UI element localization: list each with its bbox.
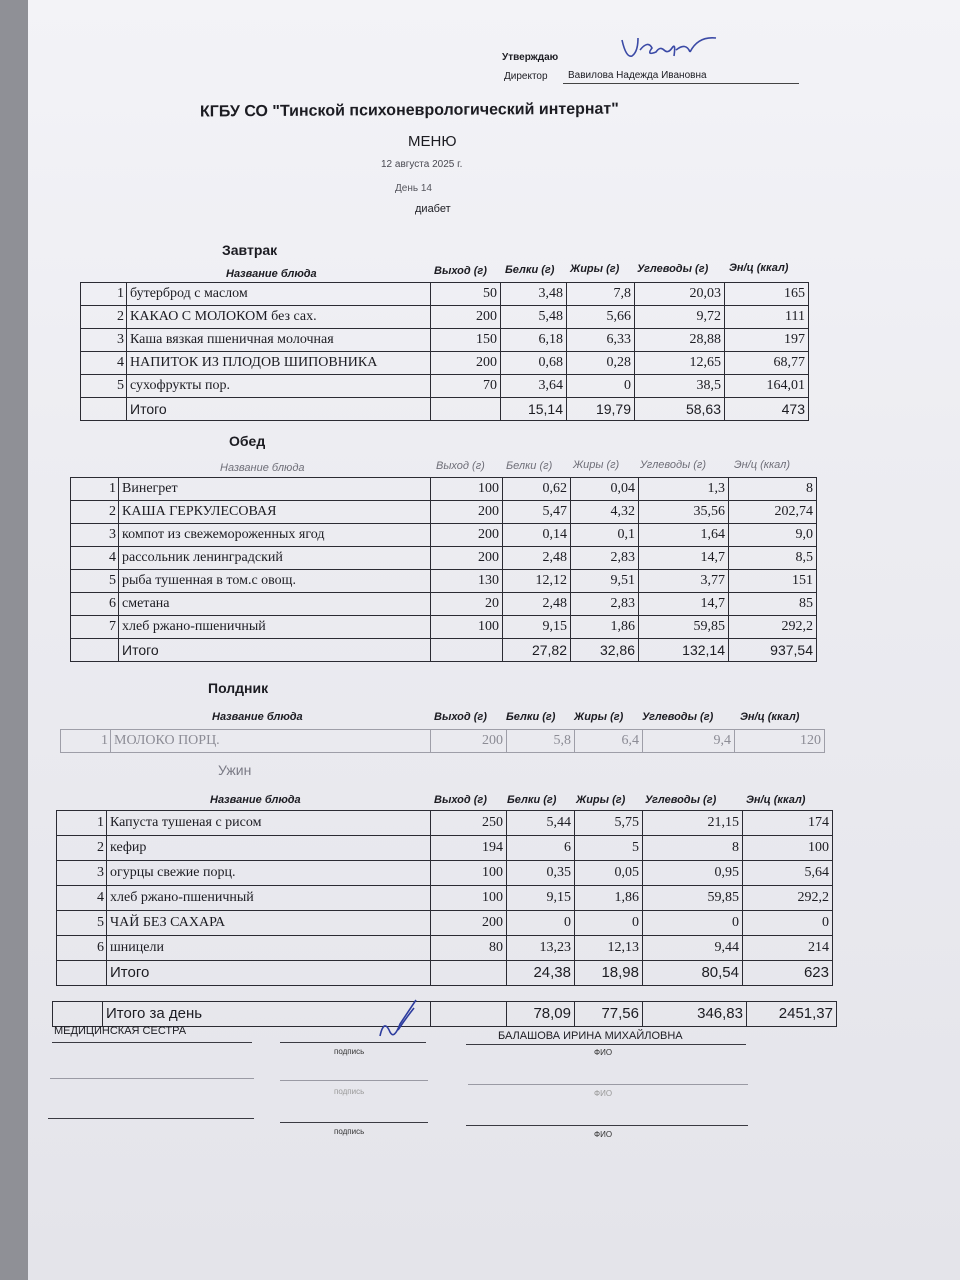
table-row [61,730,825,753]
row-number: 4 [57,886,107,911]
fio-caption: ФИО [594,1130,613,1139]
total-fat: 18,98 [575,961,643,986]
col-protein-header: Белки (г) [506,460,553,472]
dish-fat: 12,13 [575,936,643,961]
dish-fat: 6,33 [567,329,635,352]
diet-type: диабет [415,203,451,215]
dish-protein: 5,44 [507,811,575,836]
total-energy: 473 [725,398,809,421]
dish-protein: 3,48 [501,283,567,306]
director-signature [616,32,726,66]
table-row [81,352,809,375]
dish-energy: 151 [729,570,817,593]
total-fat: 19,79 [567,398,635,421]
dish-fat: 0,1 [571,524,639,547]
lunch-header [0,459,960,473]
dish-output: 200 [431,524,503,547]
director-line [563,83,799,84]
dish-energy: 111 [725,306,809,329]
menu-day: День 14 [395,183,432,194]
dish-output: 200 [431,501,503,524]
dish-output: 100 [431,616,503,639]
dish-fat: 5 [575,836,643,861]
dish-carbs: 21,15 [643,811,743,836]
dinner-table [56,810,833,986]
table-row [71,524,817,547]
dish-fat: 0,04 [571,478,639,501]
dish-name: хлеб ржано-пшеничный [119,616,431,639]
col-protein-header: Белки (г) [507,794,557,806]
table-row [57,811,833,836]
total-carbs: 80,54 [643,961,743,986]
dish-energy: 85 [729,593,817,616]
director-name: Вавилова Надежда Ивановна [568,70,707,81]
dish-carbs: 1,3 [639,478,729,501]
dish-energy: 214 [743,936,833,961]
day-total-protein: 78,09 [507,1002,575,1027]
dish-name: рассольник ленинградский [119,547,431,570]
table-row [81,375,809,398]
breakfast-table [80,282,809,421]
table-row [57,936,833,961]
dish-fat: 7,8 [567,283,635,306]
dish-fat: 0,28 [567,352,635,375]
col-fat-header: Жиры (г) [570,263,620,275]
dish-energy: 100 [743,836,833,861]
dish-output: 100 [431,886,507,911]
dish-output: 50 [431,283,501,306]
dish-energy: 292,2 [743,886,833,911]
dish-fat: 1,86 [571,616,639,639]
dish-carbs: 9,72 [635,306,725,329]
col-carbs-header: Углеводы (г) [645,794,717,806]
signature-line [280,1122,428,1123]
col-fat-header: Жиры (г) [576,794,626,806]
dish-energy: 292,2 [729,616,817,639]
dish-fat: 4,32 [571,501,639,524]
dish-carbs: 14,7 [639,593,729,616]
dish-name: Винегрет [119,478,431,501]
dish-fat: 1,86 [575,886,643,911]
dish-protein: 0,14 [503,524,571,547]
dish-carbs: 3,77 [639,570,729,593]
dish-protein: 9,15 [507,886,575,911]
table-row [57,836,833,861]
dish-carbs: 35,56 [639,501,729,524]
day-total-label: Итого за день [103,1002,431,1027]
dish-energy: 174 [743,811,833,836]
row-number: 7 [71,616,119,639]
dish-protein: 2,48 [503,547,571,570]
col-carbs-header: Углеводы (г) [637,263,709,275]
dish-protein: 6 [507,836,575,861]
nurse-label: МЕДИЦИНСКАЯ СЕСТРА [54,1025,187,1037]
dish-energy: 68,77 [725,352,809,375]
dish-name: сметана [119,593,431,616]
dish-carbs: 8 [643,836,743,861]
row-number: 6 [57,936,107,961]
total-carbs: 58,63 [635,398,725,421]
dish-carbs: 59,85 [643,886,743,911]
table-row [57,861,833,886]
dish-output: 100 [431,861,507,886]
dish-name: сухофрукты пор. [127,375,431,398]
dish-energy: 197 [725,329,809,352]
dish-carbs: 20,03 [635,283,725,306]
table-row [57,886,833,911]
total-fat: 32,86 [571,639,639,662]
menu-title: МЕНЮ [408,133,457,150]
dish-protein: 5,8 [507,730,575,753]
dish-carbs: 38,5 [635,375,725,398]
col-protein-header: Белки (г) [506,711,556,723]
dish-output: 200 [431,547,503,570]
dish-output: 150 [431,329,501,352]
total-row [71,639,817,662]
nurse-name: БАЛАШОВА ИРИНА МИХАЙЛОВНА [498,1030,683,1042]
dish-name: НАПИТОК ИЗ ПЛОДОВ ШИПОВНИКА [127,352,431,375]
dish-protein: 0,62 [503,478,571,501]
row-number: 2 [57,836,107,861]
col-energy-header: Эн/ц (ккал) [746,794,806,806]
dish-name: КАША ГЕРКУЛЕСОВАЯ [119,501,431,524]
dish-output: 80 [431,936,507,961]
dish-carbs: 9,44 [643,936,743,961]
dish-energy: 202,74 [729,501,817,524]
col-carbs-header: Углеводы (г) [640,459,707,471]
dish-protein: 0,35 [507,861,575,886]
table-row [81,306,809,329]
organization-title: КГБУ СО "Тинской психоневрологический интернат" [199,100,619,121]
dish-carbs: 59,85 [639,616,729,639]
breakfast-header [0,262,960,280]
row-number: 2 [71,501,119,524]
dish-fat: 0,05 [575,861,643,886]
fio-caption: ФИО [594,1048,613,1057]
dish-name: кефир [107,836,431,861]
dish-protein: 9,15 [503,616,571,639]
total-protein: 27,82 [503,639,571,662]
dish-fat: 9,51 [571,570,639,593]
fio-caption: ФИО [594,1089,613,1098]
dish-fat: 2,83 [571,547,639,570]
signature-caption: подпись [334,1127,365,1136]
snack-table [60,729,825,753]
dish-output: 200 [431,352,501,375]
signature-line [466,1125,748,1126]
row-number: 1 [57,811,107,836]
dish-output: 130 [431,570,503,593]
dish-name: шницели [107,936,431,961]
signature-line [280,1042,426,1043]
dish-output: 100 [431,478,503,501]
col-protein-header: Белки (г) [505,264,555,276]
signature-line [48,1118,254,1119]
dish-output: 200 [431,306,501,329]
row-number: 5 [57,911,107,936]
row-number: 4 [71,547,119,570]
col-output-header: Выход (г) [434,794,487,806]
dish-carbs: 0,95 [643,861,743,886]
dish-protein: 6,18 [501,329,567,352]
dish-name: Капуста тушеная с рисом [107,811,431,836]
dish-energy: 164,01 [725,375,809,398]
day-total-table [52,1001,837,1027]
col-output-header: Выход (г) [434,265,487,277]
dish-fat: 6,4 [575,730,643,753]
dish-carbs: 9,4 [643,730,735,753]
dish-protein: 12,12 [503,570,571,593]
dish-carbs: 28,88 [635,329,725,352]
col-energy-header: Эн/ц (ккал) [734,459,790,471]
dish-protein: 13,23 [507,936,575,961]
table-row [71,547,817,570]
dish-protein: 3,64 [501,375,567,398]
dish-name: хлеб ржано-пшеничный [107,886,431,911]
snack-title: Полдник [208,680,269,696]
row-number: 3 [81,329,127,352]
lunch-table [70,477,817,662]
signature-caption: подпись [334,1087,365,1096]
dish-fat: 5,66 [567,306,635,329]
signature-caption: подпись [334,1047,365,1056]
dish-energy: 5,64 [743,861,833,886]
dish-fat: 5,75 [575,811,643,836]
dinner-title: Ужин [218,762,252,778]
dish-protein: 5,47 [503,501,571,524]
dish-output: 20 [431,593,503,616]
dish-output: 194 [431,836,507,861]
dish-protein: 2,48 [503,593,571,616]
col-energy-header: Эн/ц (ккал) [729,262,789,274]
dish-carbs: 14,7 [639,547,729,570]
dish-fat: 2,83 [571,593,639,616]
col-name-header: Название блюда [220,462,305,474]
dish-energy: 8 [729,478,817,501]
table-row [81,329,809,352]
col-name-header: Название блюда [210,794,301,806]
nurse-signature [376,996,426,1042]
table-row [71,570,817,593]
row-number: 3 [71,524,119,547]
total-protein: 15,14 [501,398,567,421]
lunch-title: Обед [229,433,266,449]
dish-name: бутерброд с маслом [127,283,431,306]
dish-name: КАКАО С МОЛОКОМ без сах. [127,306,431,329]
signature-line [466,1044,746,1045]
col-energy-header: Эн/ц (ккал) [740,711,800,723]
col-fat-header: Жиры (г) [573,459,620,471]
row-number: 6 [71,593,119,616]
total-label: Итого [107,961,431,986]
dish-output: 200 [431,911,507,936]
signature-line [468,1084,748,1085]
dish-name: огурцы свежие порц. [107,861,431,886]
day-total-carbs: 346,83 [643,1002,747,1027]
total-row [57,961,833,986]
total-energy: 937,54 [729,639,817,662]
dinner-header [0,793,960,807]
dish-carbs: 1,64 [639,524,729,547]
row-number: 4 [81,352,127,375]
total-row [81,398,809,421]
dish-protein: 5,48 [501,306,567,329]
dish-energy: 8,5 [729,547,817,570]
col-carbs-header: Углеводы (г) [642,711,714,723]
col-name-header: Название блюда [212,711,303,723]
table-row [71,593,817,616]
snack-header [0,710,960,724]
signature-line [280,1080,428,1081]
col-fat-header: Жиры (г) [574,711,624,723]
approve-label: Утверждаю [502,52,559,63]
dish-energy: 120 [735,730,825,753]
dish-carbs: 12,65 [635,352,725,375]
dish-name: МОЛОКО ПОРЦ. [111,730,431,753]
signature-line [50,1078,254,1079]
total-label: Итого [127,398,431,421]
dish-output: 70 [431,375,501,398]
total-energy: 623 [743,961,833,986]
col-name-header: Название блюда [226,268,317,280]
dish-name: компот из свежемороженных ягод [119,524,431,547]
total-protein: 24,38 [507,961,575,986]
menu-date: 12 августа 2025 г. [381,159,463,170]
col-output-header: Выход (г) [436,460,485,472]
day-total-energy: 2451,37 [747,1002,837,1027]
dish-fat: 0 [575,911,643,936]
day-total-fat: 77,56 [575,1002,643,1027]
row-number: 1 [71,478,119,501]
dish-fat: 0 [567,375,635,398]
dish-output: 200 [431,730,507,753]
dish-name: ЧАЙ БЕЗ САХАРА [107,911,431,936]
row-number: 1 [61,730,111,753]
row-number: 3 [57,861,107,886]
total-label: Итого [119,639,431,662]
total-carbs: 132,14 [639,639,729,662]
table-row [71,616,817,639]
dish-energy: 165 [725,283,809,306]
dish-name: рыба тушенная в том.с овощ. [119,570,431,593]
dish-output: 250 [431,811,507,836]
dish-carbs: 0 [643,911,743,936]
row-number: 5 [81,375,127,398]
table-row [57,911,833,936]
table-row [71,478,817,501]
breakfast-title: Завтрак [222,242,278,258]
dish-energy: 9,0 [729,524,817,547]
day-total-row [53,1002,837,1027]
row-number: 5 [71,570,119,593]
table-row [71,501,817,524]
dish-energy: 0 [743,911,833,936]
director-label: Директор [504,71,548,82]
dish-protein: 0 [507,911,575,936]
signature-line [52,1042,252,1043]
row-number: 1 [81,283,127,306]
table-row [81,283,809,306]
row-number: 2 [81,306,127,329]
dish-name: Каша вязкая пшеничная молочная [127,329,431,352]
col-output-header: Выход (г) [434,711,487,723]
dish-protein: 0,68 [501,352,567,375]
